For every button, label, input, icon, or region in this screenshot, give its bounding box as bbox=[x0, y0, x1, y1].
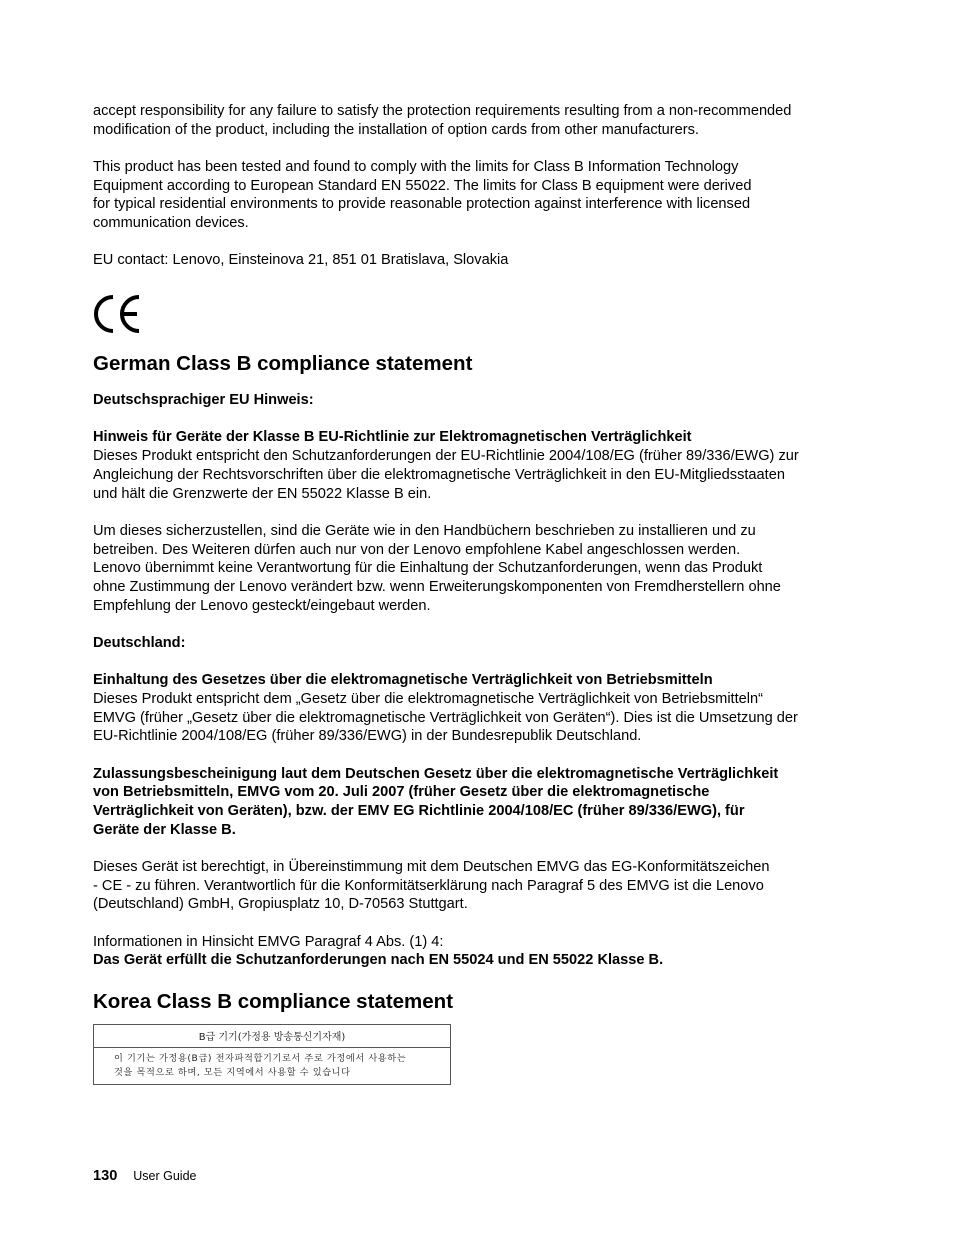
document-page bbox=[93, 102, 853, 1085]
footer-guide-label: User Guide bbox=[133, 1169, 197, 1183]
korea-section-heading: Korea Class B compliance statement bbox=[93, 990, 454, 1014]
german-zulassung-block: Zulassungsbescheinigung laut dem Deutschen Gesetz über die elektromagnetische Verträglichkeit von Betriebsmitteln, EMVG vom 20. Juli 2007 (früher Gesetz über die elektromagnetische Verträglichkeit von Geräten), bzw. der EMV EG Richtlinie 2004/108/EC (früher 89/336/EWG), für Geräte der Klasse B. bbox=[93, 765, 779, 838]
ce-mark-icon bbox=[93, 294, 143, 334]
german-subheading-eu: Deutschsprachiger EU Hinweis: bbox=[93, 392, 314, 409]
german-subheading-deutschland: Deutschland: bbox=[93, 634, 186, 651]
korea-notice-box bbox=[93, 1024, 451, 1085]
german-einhaltung-block: Einhaltung des Gesetzes über die elektromagnetische Verträglichkeit von Betriebsmitteln Dieses Produkt entspricht dem „Gesetz über die elektromagnetische Verträglichkeit von Betriebsmitteln“ EMVG (früher „Gesetz über die elektromagnetische Verträglichkeit von Geräten“). Dies ist die Umsetzung der EU-Richtlinie 2004/108/EG (früher 89/336/EWG) in der Bundesrepublik Deutschland. bbox=[93, 672, 798, 745]
page-number: 130 bbox=[93, 1168, 118, 1184]
korea-notice-body: 이 기기는 가정용(B급) 전자파적합기기로서 주로 가정에서 사용하는 것을 목적으로 하며, 모든 지역에서 사용할 수 있습니다 bbox=[114, 1053, 407, 1079]
german-installation-paragraph: Um dieses sicherzustellen, sind die Geräte wie in den Handbüchern beschrieben zu installieren und zu betreiben. Des Weiteren dürfen auch nur von der Lenovo empfohlene Kabel angeschlossen werden. Lenovo übernimmt keine Verantwortung für die Einhaltung der Schutzanforderungen, wenn das Produkt ohne Zustimmung der Lenovo verändert bzw. wenn Erweiterungskomponenten von Fremdherstellern ohne Empfehlung der Lenovo gesteckt/eingebaut werden. bbox=[93, 522, 781, 614]
intro-paragraph-1: accept responsibility for any failure to satisfy the protection requirements resulting from a non-recommended modification of the product, including the installation of option cards from other manufacturers. bbox=[93, 103, 792, 138]
german-info-block: Informationen in Hinsicht EMVG Paragraf 4 Abs. (1) 4: Das Gerät erfüllt die Schutzanforderungen nach EN 55024 und EN 55022 Klasse B. bbox=[93, 933, 664, 969]
german-hinweis-block: Hinweis für Geräte der Klasse B EU-Richtlinie zur Elektromagnetischen Verträglichkeit Dieses Produkt entspricht den Schutzanforderungen der EU-Richtlinie 2004/108/EG (früher 89/336/EWG) zur Angleichung der Rechtsvorschriften über die elektromagnetische Verträglichkeit in den EU-Mitgliedsstaaten und hält die Grenzwerte der EN 55022 Klasse B ein. bbox=[93, 429, 799, 502]
intro-paragraph-2: This product has been tested and found to comply with the limits for Class B Information Technology Equipment according to European Standard EN 55022. The limits for Class B equipment were derived for typical residential environments to provide reasonable protection against interference with licensed communication devices. bbox=[93, 159, 752, 232]
korea-notice-title: B급 기기(가정용 방송통신기자재) bbox=[94, 1025, 450, 1048]
german-section-heading: German Class B compliance statement bbox=[93, 352, 473, 376]
german-geraet-paragraph: Dieses Gerät ist berechtigt, in Übereinstimmung mit dem Deutschen EMVG das EG-Konformitätszeichen - CE - zu führen. Verantwortlich für die Konformitätserklärung nach Paragraf 5 des EMVG ist die Lenovo (Deutschland) GmbH, Gropiusplatz 10, D-70563 Stuttgart. bbox=[93, 859, 770, 913]
page-footer bbox=[93, 1166, 196, 1185]
eu-contact: EU contact: Lenovo, Einsteinova 21, 851 01 Bratislava, Slovakia bbox=[93, 252, 509, 269]
